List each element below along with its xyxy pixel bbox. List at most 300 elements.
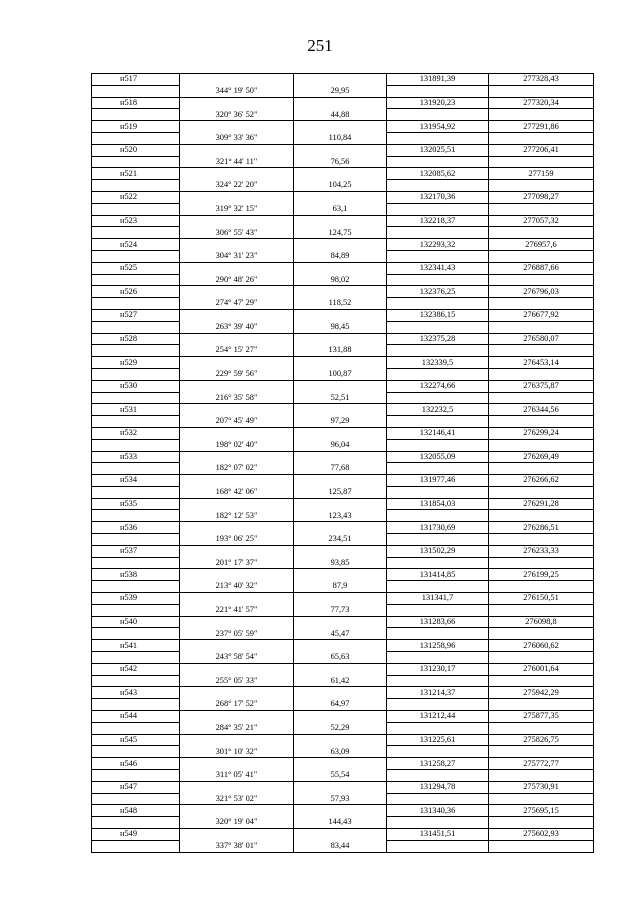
point-row bbox=[92, 781, 594, 793]
point-row bbox=[92, 191, 594, 203]
x-coordinate: 132376,25 bbox=[387, 286, 489, 298]
y-empty bbox=[489, 486, 594, 498]
y-coordinate: 275772,77 bbox=[489, 758, 594, 770]
x-coordinate: 131341,7 bbox=[387, 593, 489, 605]
x-empty bbox=[387, 392, 489, 404]
y-empty bbox=[489, 416, 594, 428]
y-coordinate: 276344,56 bbox=[489, 404, 594, 416]
x-coordinate: 132341,43 bbox=[387, 262, 489, 274]
point-row bbox=[92, 121, 594, 133]
y-empty bbox=[489, 746, 594, 758]
point-name: н542 bbox=[92, 663, 180, 675]
angle-empty bbox=[180, 781, 294, 793]
x-coordinate: 132274,66 bbox=[387, 380, 489, 392]
point-name: н528 bbox=[92, 333, 180, 345]
direction-angle: 221° 41' 57" bbox=[180, 604, 294, 616]
angle-empty bbox=[180, 569, 294, 581]
point-row bbox=[92, 333, 594, 345]
distance-empty bbox=[294, 451, 387, 463]
y-coordinate: 276150,51 bbox=[489, 593, 594, 605]
angle-empty bbox=[180, 640, 294, 652]
angle-empty bbox=[180, 168, 294, 180]
segment-length: 131,88 bbox=[294, 345, 387, 357]
direction-angle: 255° 05' 33" bbox=[180, 675, 294, 687]
segment-length: 29,95 bbox=[294, 85, 387, 97]
segment-row bbox=[92, 604, 594, 616]
direction-angle: 198° 02' 40" bbox=[180, 439, 294, 451]
segment-length: 45,47 bbox=[294, 628, 387, 640]
y-coordinate: 276060,62 bbox=[489, 640, 594, 652]
y-empty bbox=[489, 85, 594, 97]
segment-row bbox=[92, 109, 594, 121]
point-name-empty bbox=[92, 604, 180, 616]
direction-angle: 207° 45' 49" bbox=[180, 416, 294, 428]
x-coordinate: 131891,39 bbox=[387, 74, 489, 86]
segment-length: 55,54 bbox=[294, 770, 387, 782]
segment-length: 52,29 bbox=[294, 722, 387, 734]
distance-empty bbox=[294, 498, 387, 510]
x-coordinate: 131451,51 bbox=[387, 829, 489, 841]
segment-length: 98,02 bbox=[294, 274, 387, 286]
x-empty bbox=[387, 321, 489, 333]
point-name: н529 bbox=[92, 357, 180, 369]
point-row bbox=[92, 640, 594, 652]
point-row bbox=[92, 262, 594, 274]
point-name-empty bbox=[92, 675, 180, 687]
y-coordinate: 277098,27 bbox=[489, 191, 594, 203]
direction-angle: 319° 32' 15" bbox=[180, 203, 294, 215]
x-empty bbox=[387, 227, 489, 239]
coordinates-table bbox=[91, 73, 594, 853]
y-empty bbox=[489, 345, 594, 357]
point-name-empty bbox=[92, 321, 180, 333]
distance-empty bbox=[294, 569, 387, 581]
point-row bbox=[92, 309, 594, 321]
y-empty bbox=[489, 368, 594, 380]
x-coordinate: 131340,36 bbox=[387, 805, 489, 817]
direction-angle: 229° 59' 56" bbox=[180, 368, 294, 380]
segment-row bbox=[92, 274, 594, 286]
x-empty bbox=[387, 250, 489, 262]
direction-angle: 268° 17' 52" bbox=[180, 699, 294, 711]
angle-empty bbox=[180, 262, 294, 274]
x-empty bbox=[387, 840, 489, 852]
x-empty bbox=[387, 368, 489, 380]
segment-length: 96,04 bbox=[294, 439, 387, 451]
y-coordinate: 276098,8 bbox=[489, 616, 594, 628]
x-coordinate: 131502,29 bbox=[387, 545, 489, 557]
x-coordinate: 131730,69 bbox=[387, 522, 489, 534]
direction-angle: 201° 17' 37" bbox=[180, 557, 294, 569]
point-name: н541 bbox=[92, 640, 180, 652]
direction-angle: 168° 42' 06" bbox=[180, 486, 294, 498]
y-coordinate: 275602,93 bbox=[489, 829, 594, 841]
point-name-empty bbox=[92, 250, 180, 262]
direction-angle: 324° 22' 20" bbox=[180, 180, 294, 192]
distance-empty bbox=[294, 427, 387, 439]
point-row bbox=[92, 663, 594, 675]
direction-angle: 243° 58' 54" bbox=[180, 652, 294, 664]
direction-angle: 311° 05' 41" bbox=[180, 770, 294, 782]
segment-row bbox=[92, 534, 594, 546]
point-name: н523 bbox=[92, 215, 180, 227]
distance-empty bbox=[294, 97, 387, 109]
y-coordinate: 275826,75 bbox=[489, 734, 594, 746]
y-empty bbox=[489, 392, 594, 404]
x-coordinate: 132170,36 bbox=[387, 191, 489, 203]
point-row bbox=[92, 711, 594, 723]
x-coordinate: 132025,51 bbox=[387, 144, 489, 156]
point-name-empty bbox=[92, 463, 180, 475]
y-empty bbox=[489, 156, 594, 168]
x-coordinate: 131258,96 bbox=[387, 640, 489, 652]
distance-empty bbox=[294, 734, 387, 746]
distance-empty bbox=[294, 545, 387, 557]
angle-empty bbox=[180, 121, 294, 133]
y-coordinate: 276796,03 bbox=[489, 286, 594, 298]
angle-empty bbox=[180, 593, 294, 605]
segment-length: 100,87 bbox=[294, 368, 387, 380]
y-empty bbox=[489, 180, 594, 192]
y-coordinate: 275695,15 bbox=[489, 805, 594, 817]
y-empty bbox=[489, 298, 594, 310]
angle-empty bbox=[180, 239, 294, 251]
segment-length: 77,73 bbox=[294, 604, 387, 616]
segment-length: 52,51 bbox=[294, 392, 387, 404]
point-name: н521 bbox=[92, 168, 180, 180]
point-name: н531 bbox=[92, 404, 180, 416]
segment-row bbox=[92, 793, 594, 805]
x-empty bbox=[387, 416, 489, 428]
segment-length: 63,09 bbox=[294, 746, 387, 758]
angle-empty bbox=[180, 144, 294, 156]
segment-length: 65,63 bbox=[294, 652, 387, 664]
distance-empty bbox=[294, 191, 387, 203]
x-coordinate: 131854,03 bbox=[387, 498, 489, 510]
direction-angle: 274° 47' 29" bbox=[180, 298, 294, 310]
point-name: н549 bbox=[92, 829, 180, 841]
point-name-empty bbox=[92, 746, 180, 758]
y-coordinate: 276580,07 bbox=[489, 333, 594, 345]
segment-length: 234,51 bbox=[294, 534, 387, 546]
point-name-empty bbox=[92, 439, 180, 451]
angle-empty bbox=[180, 357, 294, 369]
y-empty bbox=[489, 840, 594, 852]
point-name: н539 bbox=[92, 593, 180, 605]
angle-empty bbox=[180, 758, 294, 770]
segment-row bbox=[92, 156, 594, 168]
direction-angle: 320° 36' 52" bbox=[180, 109, 294, 121]
point-row bbox=[92, 74, 594, 86]
point-name: н538 bbox=[92, 569, 180, 581]
x-coordinate: 131212,44 bbox=[387, 711, 489, 723]
y-empty bbox=[489, 699, 594, 711]
x-empty bbox=[387, 274, 489, 286]
x-coordinate: 132293,32 bbox=[387, 239, 489, 251]
point-name: н546 bbox=[92, 758, 180, 770]
distance-empty bbox=[294, 781, 387, 793]
point-row bbox=[92, 215, 594, 227]
x-empty bbox=[387, 699, 489, 711]
y-empty bbox=[489, 439, 594, 451]
point-name-empty bbox=[92, 85, 180, 97]
angle-empty bbox=[180, 522, 294, 534]
segment-length: 64,97 bbox=[294, 699, 387, 711]
segment-row bbox=[92, 510, 594, 522]
segment-length: 83,44 bbox=[294, 840, 387, 852]
y-empty bbox=[489, 132, 594, 144]
segment-row bbox=[92, 392, 594, 404]
y-coordinate: 276291,28 bbox=[489, 498, 594, 510]
point-name: н540 bbox=[92, 616, 180, 628]
angle-empty bbox=[180, 191, 294, 203]
segment-length: 76,56 bbox=[294, 156, 387, 168]
distance-empty bbox=[294, 829, 387, 841]
x-coordinate: 131230,17 bbox=[387, 663, 489, 675]
point-row bbox=[92, 357, 594, 369]
y-empty bbox=[489, 604, 594, 616]
x-coordinate: 131225,61 bbox=[387, 734, 489, 746]
x-coordinate: 132055,09 bbox=[387, 451, 489, 463]
point-name: н522 bbox=[92, 191, 180, 203]
distance-empty bbox=[294, 215, 387, 227]
x-empty bbox=[387, 463, 489, 475]
segment-length: 93,85 bbox=[294, 557, 387, 569]
distance-empty bbox=[294, 286, 387, 298]
y-empty bbox=[489, 274, 594, 286]
distance-empty bbox=[294, 309, 387, 321]
point-name-empty bbox=[92, 722, 180, 734]
segment-length: 63,1 bbox=[294, 203, 387, 215]
direction-angle: 344° 19' 50" bbox=[180, 85, 294, 97]
segment-length: 87,9 bbox=[294, 581, 387, 593]
angle-empty bbox=[180, 829, 294, 841]
segment-row bbox=[92, 652, 594, 664]
point-row bbox=[92, 144, 594, 156]
y-empty bbox=[489, 793, 594, 805]
y-coordinate: 276453,14 bbox=[489, 357, 594, 369]
segment-length: 98,45 bbox=[294, 321, 387, 333]
segment-row bbox=[92, 581, 594, 593]
distance-empty bbox=[294, 522, 387, 534]
segment-length: 110,84 bbox=[294, 132, 387, 144]
x-coordinate: 131414,85 bbox=[387, 569, 489, 581]
segment-length: 61,42 bbox=[294, 675, 387, 687]
point-row bbox=[92, 451, 594, 463]
y-empty bbox=[489, 817, 594, 829]
x-coordinate: 132375,28 bbox=[387, 333, 489, 345]
y-coordinate: 275877,35 bbox=[489, 711, 594, 723]
x-coordinate: 131294,78 bbox=[387, 781, 489, 793]
distance-empty bbox=[294, 357, 387, 369]
segment-length: 57,93 bbox=[294, 793, 387, 805]
segment-length: 84,89 bbox=[294, 250, 387, 262]
segment-row bbox=[92, 699, 594, 711]
x-empty bbox=[387, 746, 489, 758]
point-name: н518 bbox=[92, 97, 180, 109]
point-name-empty bbox=[92, 416, 180, 428]
y-empty bbox=[489, 109, 594, 121]
distance-empty bbox=[294, 168, 387, 180]
distance-empty bbox=[294, 687, 387, 699]
point-name-empty bbox=[92, 156, 180, 168]
point-name-empty bbox=[92, 298, 180, 310]
point-name: н526 bbox=[92, 286, 180, 298]
angle-empty bbox=[180, 380, 294, 392]
segment-length: 118,52 bbox=[294, 298, 387, 310]
distance-empty bbox=[294, 239, 387, 251]
distance-empty bbox=[294, 758, 387, 770]
point-name: н543 bbox=[92, 687, 180, 699]
y-empty bbox=[489, 534, 594, 546]
direction-angle: 320° 19' 04" bbox=[180, 817, 294, 829]
point-name: н530 bbox=[92, 380, 180, 392]
point-row bbox=[92, 545, 594, 557]
x-coordinate: 132386,15 bbox=[387, 309, 489, 321]
angle-empty bbox=[180, 498, 294, 510]
x-empty bbox=[387, 793, 489, 805]
x-coordinate: 132232,5 bbox=[387, 404, 489, 416]
page-number: 251 bbox=[307, 36, 333, 55]
x-empty bbox=[387, 534, 489, 546]
point-name: н517 bbox=[92, 74, 180, 86]
x-empty bbox=[387, 604, 489, 616]
y-coordinate: 276199,25 bbox=[489, 569, 594, 581]
y-empty bbox=[489, 628, 594, 640]
point-row bbox=[92, 97, 594, 109]
direction-angle: 321° 53' 02" bbox=[180, 793, 294, 805]
x-empty bbox=[387, 109, 489, 121]
point-row bbox=[92, 286, 594, 298]
direction-angle: 254° 15' 27" bbox=[180, 345, 294, 357]
distance-empty bbox=[294, 380, 387, 392]
point-name: н519 bbox=[92, 121, 180, 133]
distance-empty bbox=[294, 475, 387, 487]
y-empty bbox=[489, 227, 594, 239]
point-name-empty bbox=[92, 227, 180, 239]
y-coordinate: 276375,87 bbox=[489, 380, 594, 392]
angle-empty bbox=[180, 97, 294, 109]
x-empty bbox=[387, 557, 489, 569]
point-name: н536 bbox=[92, 522, 180, 534]
segment-row bbox=[92, 557, 594, 569]
point-row bbox=[92, 569, 594, 581]
x-empty bbox=[387, 675, 489, 687]
y-empty bbox=[489, 510, 594, 522]
point-name: н545 bbox=[92, 734, 180, 746]
y-coordinate: 277206,41 bbox=[489, 144, 594, 156]
direction-angle: 306° 55' 43" bbox=[180, 227, 294, 239]
segment-row bbox=[92, 628, 594, 640]
distance-empty bbox=[294, 121, 387, 133]
point-name: н533 bbox=[92, 451, 180, 463]
segment-row bbox=[92, 840, 594, 852]
segment-row bbox=[92, 321, 594, 333]
segment-length: 77,68 bbox=[294, 463, 387, 475]
point-row bbox=[92, 404, 594, 416]
segment-row bbox=[92, 203, 594, 215]
point-name: н535 bbox=[92, 498, 180, 510]
x-coordinate: 132085,62 bbox=[387, 168, 489, 180]
point-row bbox=[92, 380, 594, 392]
point-row bbox=[92, 239, 594, 251]
point-name-empty bbox=[92, 345, 180, 357]
angle-empty bbox=[180, 427, 294, 439]
point-name: н520 bbox=[92, 144, 180, 156]
y-coordinate: 276957,6 bbox=[489, 239, 594, 251]
segment-row bbox=[92, 817, 594, 829]
angle-empty bbox=[180, 687, 294, 699]
angle-empty bbox=[180, 734, 294, 746]
direction-angle: 337° 38' 01" bbox=[180, 840, 294, 852]
segment-length: 97,29 bbox=[294, 416, 387, 428]
point-name-empty bbox=[92, 392, 180, 404]
point-name: н524 bbox=[92, 239, 180, 251]
y-coordinate: 275730,91 bbox=[489, 781, 594, 793]
y-coordinate: 276001,64 bbox=[489, 663, 594, 675]
point-name-empty bbox=[92, 817, 180, 829]
segment-row bbox=[92, 180, 594, 192]
direction-angle: 182° 12' 53" bbox=[180, 510, 294, 522]
y-empty bbox=[489, 463, 594, 475]
distance-empty bbox=[294, 74, 387, 86]
distance-empty bbox=[294, 144, 387, 156]
distance-empty bbox=[294, 593, 387, 605]
y-coordinate: 276269,49 bbox=[489, 451, 594, 463]
y-empty bbox=[489, 770, 594, 782]
y-coordinate: 277159 bbox=[489, 168, 594, 180]
point-row bbox=[92, 734, 594, 746]
direction-angle: 237° 05' 59" bbox=[180, 628, 294, 640]
direction-angle: 182° 07' 02" bbox=[180, 463, 294, 475]
point-row bbox=[92, 168, 594, 180]
point-row bbox=[92, 498, 594, 510]
distance-empty bbox=[294, 333, 387, 345]
point-name-empty bbox=[92, 557, 180, 569]
y-empty bbox=[489, 652, 594, 664]
direction-angle: 304° 31' 23" bbox=[180, 250, 294, 262]
x-coordinate: 131214,37 bbox=[387, 687, 489, 699]
y-coordinate: 277291,86 bbox=[489, 121, 594, 133]
angle-empty bbox=[180, 286, 294, 298]
point-row bbox=[92, 616, 594, 628]
segment-row bbox=[92, 770, 594, 782]
point-name-empty bbox=[92, 368, 180, 380]
x-coordinate: 132218,37 bbox=[387, 215, 489, 227]
segment-row bbox=[92, 486, 594, 498]
x-empty bbox=[387, 486, 489, 498]
x-coordinate: 131954,92 bbox=[387, 121, 489, 133]
y-coordinate: 276299,24 bbox=[489, 427, 594, 439]
y-coordinate: 276233,33 bbox=[489, 545, 594, 557]
x-empty bbox=[387, 628, 489, 640]
y-empty bbox=[489, 321, 594, 333]
point-name-empty bbox=[92, 699, 180, 711]
x-coordinate: 132146,41 bbox=[387, 427, 489, 439]
y-coordinate: 277057,32 bbox=[489, 215, 594, 227]
x-empty bbox=[387, 132, 489, 144]
distance-empty bbox=[294, 663, 387, 675]
x-empty bbox=[387, 85, 489, 97]
x-empty bbox=[387, 180, 489, 192]
segment-row bbox=[92, 675, 594, 687]
direction-angle: 309° 33' 36" bbox=[180, 132, 294, 144]
x-coordinate: 131920,23 bbox=[387, 97, 489, 109]
segment-row bbox=[92, 368, 594, 380]
angle-empty bbox=[180, 475, 294, 487]
point-name: н525 bbox=[92, 262, 180, 274]
point-name-empty bbox=[92, 203, 180, 215]
